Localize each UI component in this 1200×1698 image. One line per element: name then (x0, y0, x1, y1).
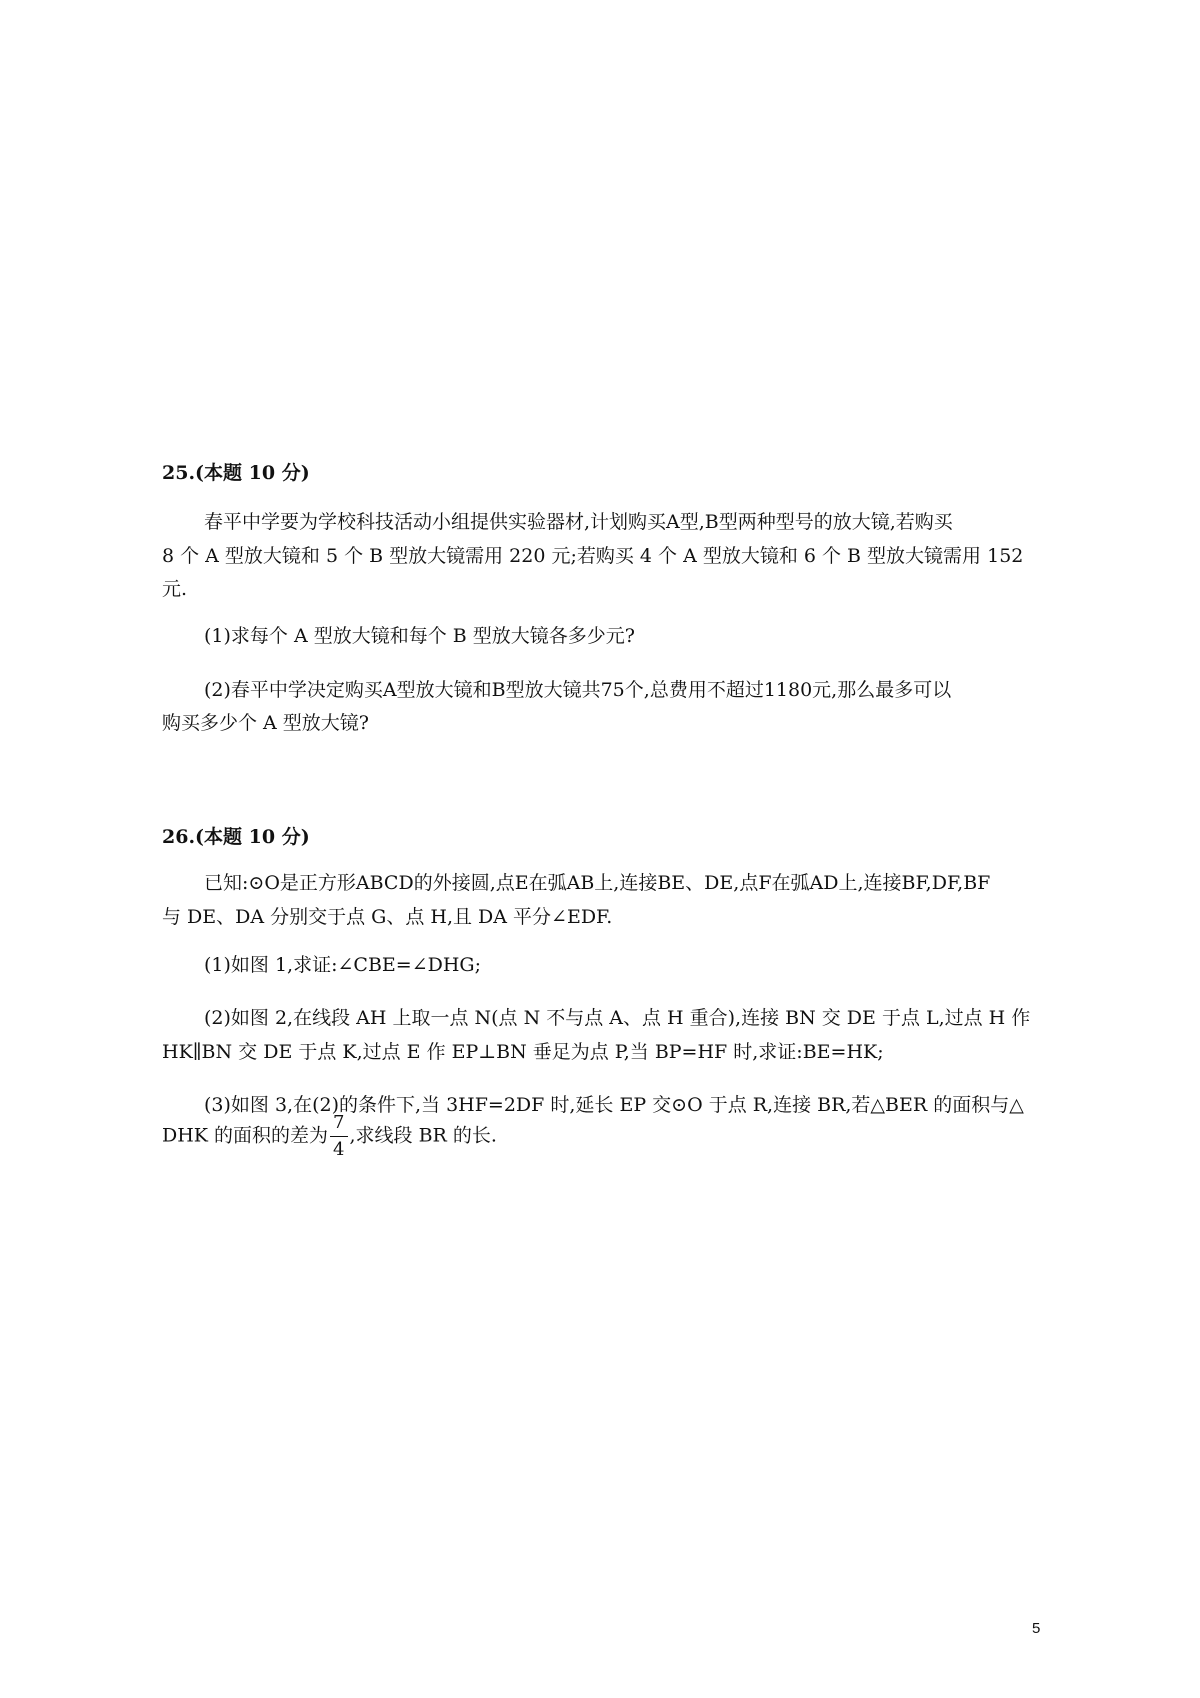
q26-part1: (1)如图 1,求证:∠CBE=∠DHG; (204, 954, 481, 976)
q25-para1-line1: 春平中学要为学校科技活动小组提供实验器材,计划购买A型,B型两种型号的放大镜,若购买 (204, 511, 953, 533)
q26-header: 26.(本题 10 分) (162, 826, 310, 848)
fraction (330, 1114, 347, 1159)
q25-para1-line2: 8 个 A 型放大镜和 5 个 B 型放大镜需用 220 元;若购买 4 个 A 型放大镜和 6 个 B 型放大镜需用 152 (162, 545, 1024, 567)
page-number: 5 (1032, 1620, 1041, 1637)
q26-part3-line2 (162, 1114, 497, 1159)
q26-para1-line2: 与 DE、DA 分别交于点 G、点 H,且 DA 平分∠EDF. (162, 906, 613, 928)
q26-part3-line2-after: ,求线段 BR 的长. (349, 1124, 497, 1147)
q25-para1-line3: 元. (162, 578, 188, 600)
q26-part2-line1: (2)如图 2,在线段 AH 上取一点 N(点 N 不与点 A、点 H 重合),连接 BN 交 DE 于点 L,过点 H 作 (204, 1007, 1031, 1029)
q25-header: 25.(本题 10 分) (162, 462, 310, 484)
fraction-denominator: 4 (333, 1139, 345, 1160)
q26-para1-line1: 已知:⊙O是正方形ABCD的外接圆,点E在弧AB上,连接BE、DE,点F在弧AD上,连接BF,DF,BF (204, 872, 991, 894)
q25-part1: (1)求每个 A 型放大镜和每个 B 型放大镜各多少元? (204, 625, 635, 647)
q25-part2-line2: 购买多少个 A 型放大镜? (162, 712, 369, 734)
q26-part2-line2: HK∥BN 交 DE 于点 K,过点 E 作 EP⊥BN 垂足为点 P,当 BP=HF 时,求证:BE=HK; (162, 1041, 884, 1063)
q25-part2-line1: (2)春平中学决定购买A型放大镜和B型放大镜共75个,总费用不超过1180元,那么最多可以 (204, 679, 952, 701)
fraction-numerator: 7 (330, 1114, 347, 1137)
q26-part3-line1: (3)如图 3,在(2)的条件下,当 3HF=2DF 时,延长 EP 交⊙O 于点 R,连接 BR,若△BER 的面积与△ (204, 1094, 1024, 1116)
q26-part3-line2-before: DHK 的面积的差为 (162, 1124, 329, 1147)
